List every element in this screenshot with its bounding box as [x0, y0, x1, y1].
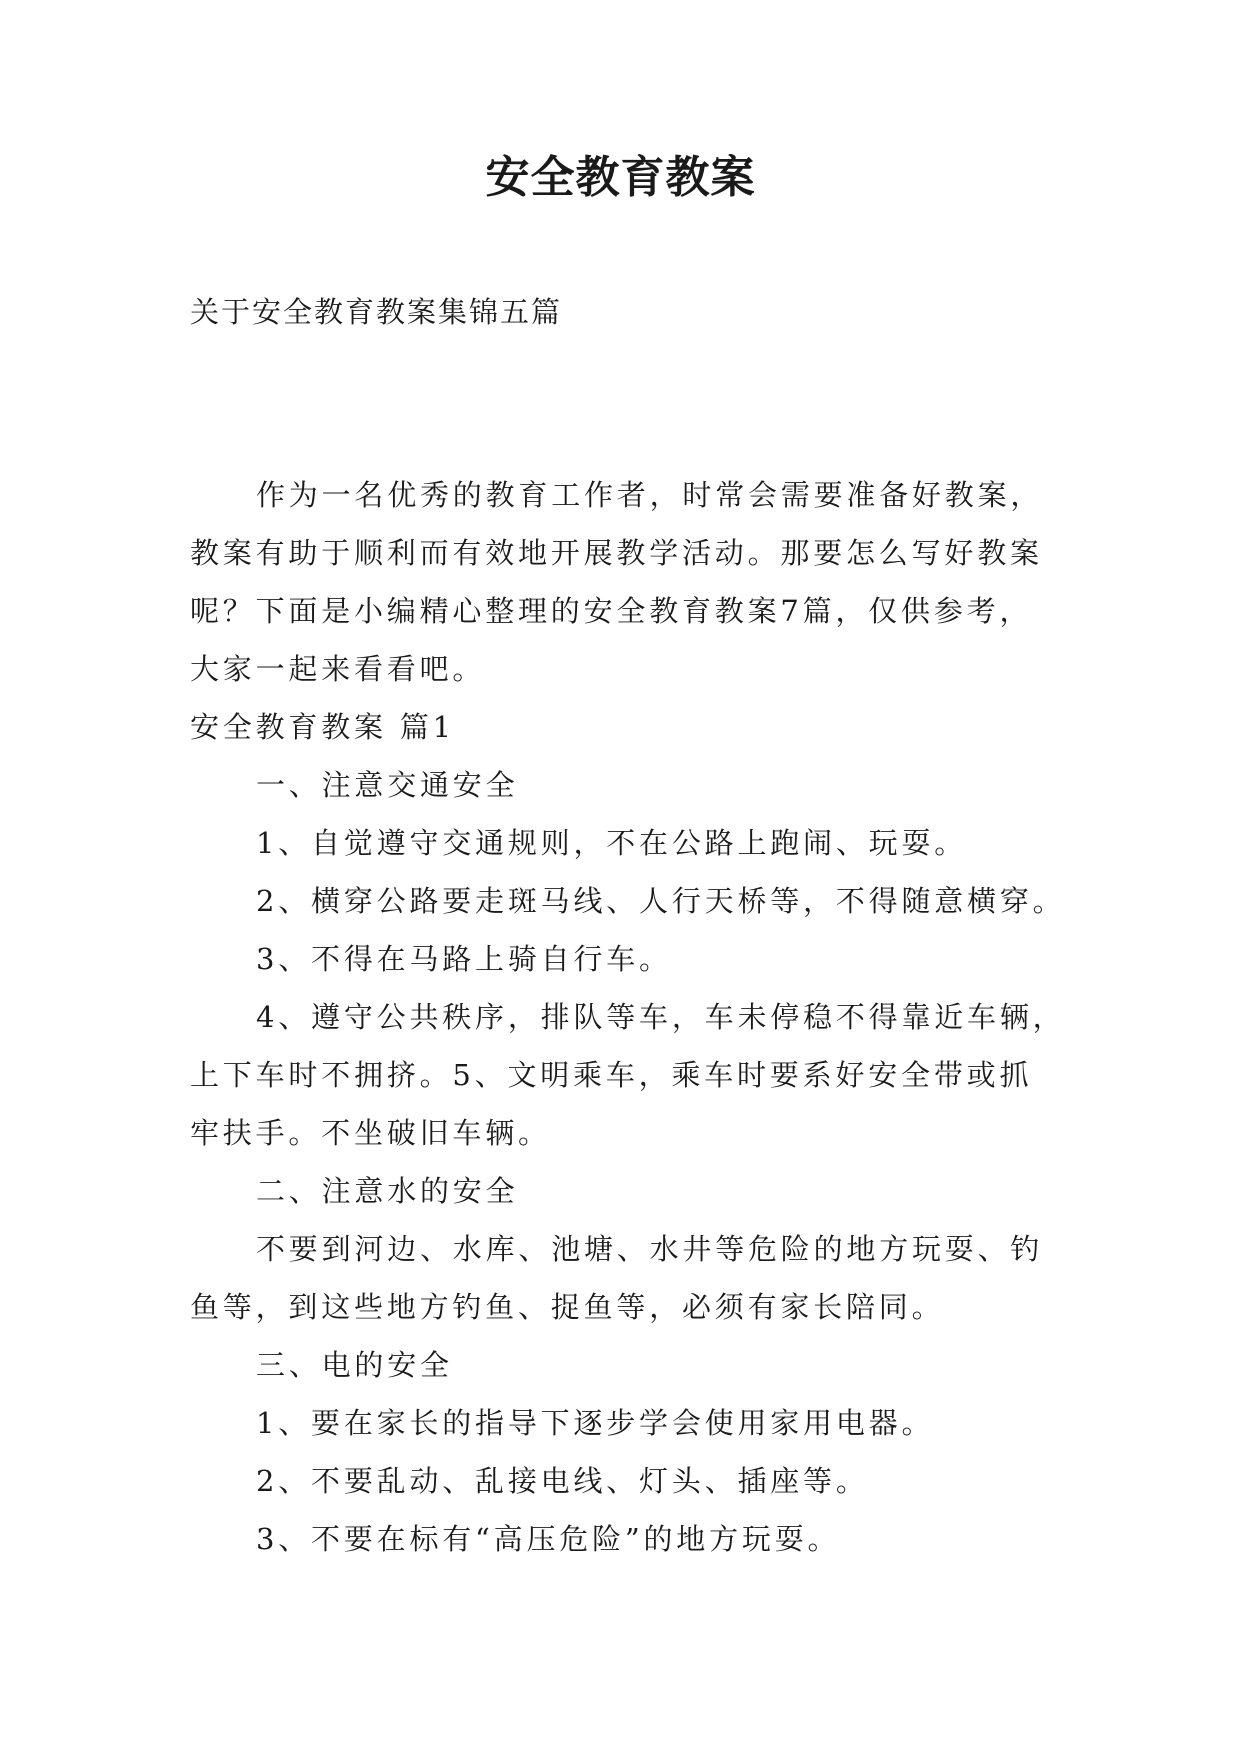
document-title: 安全教育教案: [485, 152, 756, 203]
body-line: 鱼等，到这些地方钓鱼、捉鱼等，必须有家长陪同。: [190, 1290, 945, 1324]
subsection-heading: 三、电的安全: [256, 1348, 453, 1382]
body-line: 大家一起来看看吧。: [190, 652, 486, 686]
list-item: 1、要在家长的指导下逐步学会使用家用电器。: [256, 1406, 935, 1440]
list-item: 2、横穿公路要走斑马线、人行天桥等，不得随意横穿。: [256, 884, 1066, 918]
subsection-heading: 一、注意交通安全: [256, 768, 519, 802]
list-item: 1、自觉遵守交通规则，不在公路上跑闹、玩耍。: [256, 826, 968, 860]
document-subtitle: 关于安全教育教案集锦五篇: [190, 295, 563, 329]
body-line: 上下车时不拥挤。5、文明乘车，乘车时要系好安全带或抓: [190, 1058, 1033, 1092]
list-item: 4、遵守公共秩序，排队等车，车未停稳不得靠近车辆，: [256, 1000, 1066, 1034]
list-item: 2、不要乱动、乱接电线、灯头、插座等。: [256, 1464, 869, 1498]
body-line: 牢扶手。不坐破旧车辆。: [190, 1116, 551, 1150]
list-item: 3、不要在标有“高压危险”的地方玩耍。: [256, 1522, 841, 1556]
subsection-heading: 二、注意水的安全: [256, 1174, 519, 1208]
list-item: 3、不得在马路上骑自行车。: [256, 942, 672, 976]
body-line: 教案有助于顺利而有效地开展教学活动。那要怎么写好教案: [190, 536, 1043, 570]
section-heading: 安全教育教案 篇1: [190, 710, 455, 744]
body-line: 作为一名优秀的教育工作者，时常会需要准备好教案，: [256, 478, 1044, 512]
document-body: [190, 466, 1070, 1568]
body-line: 呢？下面是小编精心整理的安全教育教案7篇，仅供参考，: [190, 594, 1033, 628]
body-line: 不要到河边、水库、池塘、水井等危险的地方玩耍、钓: [256, 1232, 1044, 1266]
